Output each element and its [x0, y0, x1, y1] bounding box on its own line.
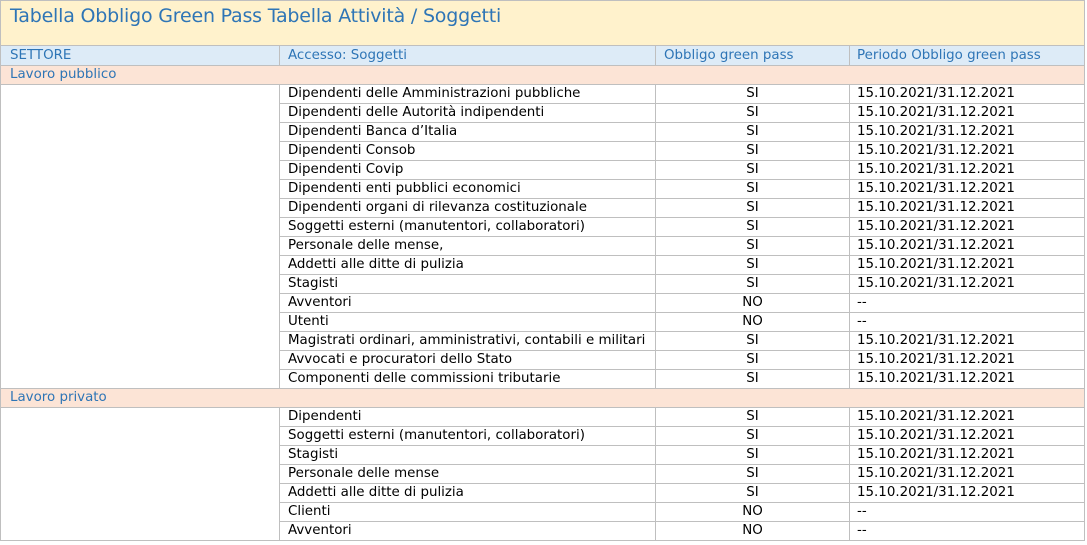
obbligo-cell: SI: [656, 218, 850, 236]
soggetto-cell: Soggetti esterni (manutentori, collaboratori): [280, 218, 656, 236]
soggetto-cell: Magistrati ordinari, amministrativi, contabili e militari: [280, 332, 656, 350]
obbligo-cell: SI: [656, 104, 850, 122]
soggetto-cell: Avvocati e procuratori dello Stato: [280, 351, 656, 369]
obbligo-cell: SI: [656, 370, 850, 388]
periodo-cell: 15.10.2021/31.12.2021: [857, 371, 1015, 386]
periodo-cell: 15.10.2021/31.12.2021: [857, 333, 1015, 348]
soggetto-cell: Avventori: [280, 522, 656, 540]
table-body: [1, 66, 1084, 541]
periodo-cell: 15.10.2021/31.12.2021: [857, 276, 1015, 291]
table-title: Tabella Obbligo Green Pass Tabella Attività / Soggetti: [1, 0, 1084, 46]
soggetto-cell: Personale delle mense,: [280, 237, 656, 255]
section-name: Lavoro pubblico: [10, 67, 117, 82]
periodo-cell: 15.10.2021/31.12.2021: [857, 219, 1015, 234]
soggetto-cell: Dipendenti enti pubblici economici: [280, 180, 656, 198]
soggetto-cell: Stagisti: [280, 446, 656, 464]
section-header-row: [1, 66, 1084, 85]
soggetto-cell: Utenti: [280, 313, 656, 331]
section-name: Lavoro privato: [10, 390, 107, 405]
obbligo-cell: SI: [656, 142, 850, 160]
column-header-accesso: Accesso: Soggetti: [280, 46, 656, 65]
periodo-cell: 15.10.2021/31.12.2021: [857, 86, 1015, 101]
obbligo-cell: SI: [656, 408, 850, 426]
obbligo-cell: SI: [656, 237, 850, 255]
periodo-cell: 15.10.2021/31.12.2021: [857, 485, 1015, 500]
section-group: [1, 85, 1084, 389]
periodo-cell: 15.10.2021/31.12.2021: [857, 143, 1015, 158]
obbligo-cell: SI: [656, 332, 850, 350]
periodo-cell: 15.10.2021/31.12.2021: [857, 124, 1015, 139]
obbligo-cell: SI: [656, 161, 850, 179]
soggetto-cell: Addetti alle ditte di pulizia: [280, 484, 656, 502]
soggetto-cell: Dipendenti organi di rilevanza costituzionale: [280, 199, 656, 217]
periodo-cell: 15.10.2021/31.12.2021: [857, 466, 1015, 481]
obbligo-cell: SI: [656, 351, 850, 369]
periodo-cell: 15.10.2021/31.12.2021: [857, 409, 1015, 424]
periodo-cell: 15.10.2021/31.12.2021: [857, 257, 1015, 272]
soggetto-cell: Dipendenti: [280, 408, 656, 426]
periodo-cell: 15.10.2021/31.12.2021: [857, 105, 1015, 120]
periodo-cell: 15.10.2021/31.12.2021: [857, 200, 1015, 215]
periodo-cell: 15.10.2021/31.12.2021: [857, 352, 1015, 367]
soggetto-cell: Componenti delle commissioni tributarie: [280, 370, 656, 388]
periodo-cell: 15.10.2021/31.12.2021: [857, 162, 1015, 177]
column-header-row: [1, 46, 1084, 66]
periodo-cell: --: [857, 314, 867, 329]
periodo-cell: --: [857, 295, 867, 310]
column-header-periodo: Periodo Obbligo green pass: [857, 48, 1041, 63]
obbligo-cell: SI: [656, 275, 850, 293]
obbligo-cell: NO: [656, 294, 850, 312]
soggetto-cell: Clienti: [280, 503, 656, 521]
soggetto-cell: Avventori: [280, 294, 656, 312]
soggetto-cell: Stagisti: [280, 275, 656, 293]
soggetto-cell: Dipendenti delle Amministrazioni pubbliche: [280, 85, 656, 103]
soggetto-cell: Dipendenti delle Autorità indipendenti: [280, 104, 656, 122]
obbligo-cell: NO: [656, 313, 850, 331]
soggetto-cell: Dipendenti Consob: [280, 142, 656, 160]
sector-cell-merged: [1, 408, 280, 541]
periodo-cell: --: [857, 504, 867, 519]
sector-cell-merged: [1, 85, 280, 389]
periodo-cell: 15.10.2021/31.12.2021: [857, 238, 1015, 253]
periodo-cell: 15.10.2021/31.12.2021: [857, 447, 1015, 462]
obbligo-cell: SI: [656, 484, 850, 502]
periodo-cell: --: [857, 523, 867, 538]
column-header-obbligo: Obbligo green pass: [656, 46, 850, 65]
soggetto-cell: Soggetti esterni (manutentori, collaboratori): [280, 427, 656, 445]
obbligo-cell: SI: [656, 446, 850, 464]
section-group: [1, 408, 1084, 541]
soggetto-cell: Dipendenti Covip: [280, 161, 656, 179]
soggetto-cell: Addetti alle ditte di pulizia: [280, 256, 656, 274]
obbligo-cell: NO: [656, 522, 850, 540]
soggetto-cell: Dipendenti Banca d’Italia: [280, 123, 656, 141]
obbligo-cell: NO: [656, 503, 850, 521]
obbligo-cell: SI: [656, 85, 850, 103]
periodo-cell: 15.10.2021/31.12.2021: [857, 428, 1015, 443]
section-header-row: [1, 389, 1084, 408]
obbligo-cell: SI: [656, 465, 850, 483]
obbligo-cell: SI: [656, 199, 850, 217]
column-header-settore: SETTORE: [1, 46, 280, 65]
obbligo-cell: SI: [656, 256, 850, 274]
periodo-cell: 15.10.2021/31.12.2021: [857, 181, 1015, 196]
soggetto-cell: Personale delle mense: [280, 465, 656, 483]
obbligo-cell: SI: [656, 180, 850, 198]
obbligo-cell: SI: [656, 123, 850, 141]
obbligo-cell: SI: [656, 427, 850, 445]
